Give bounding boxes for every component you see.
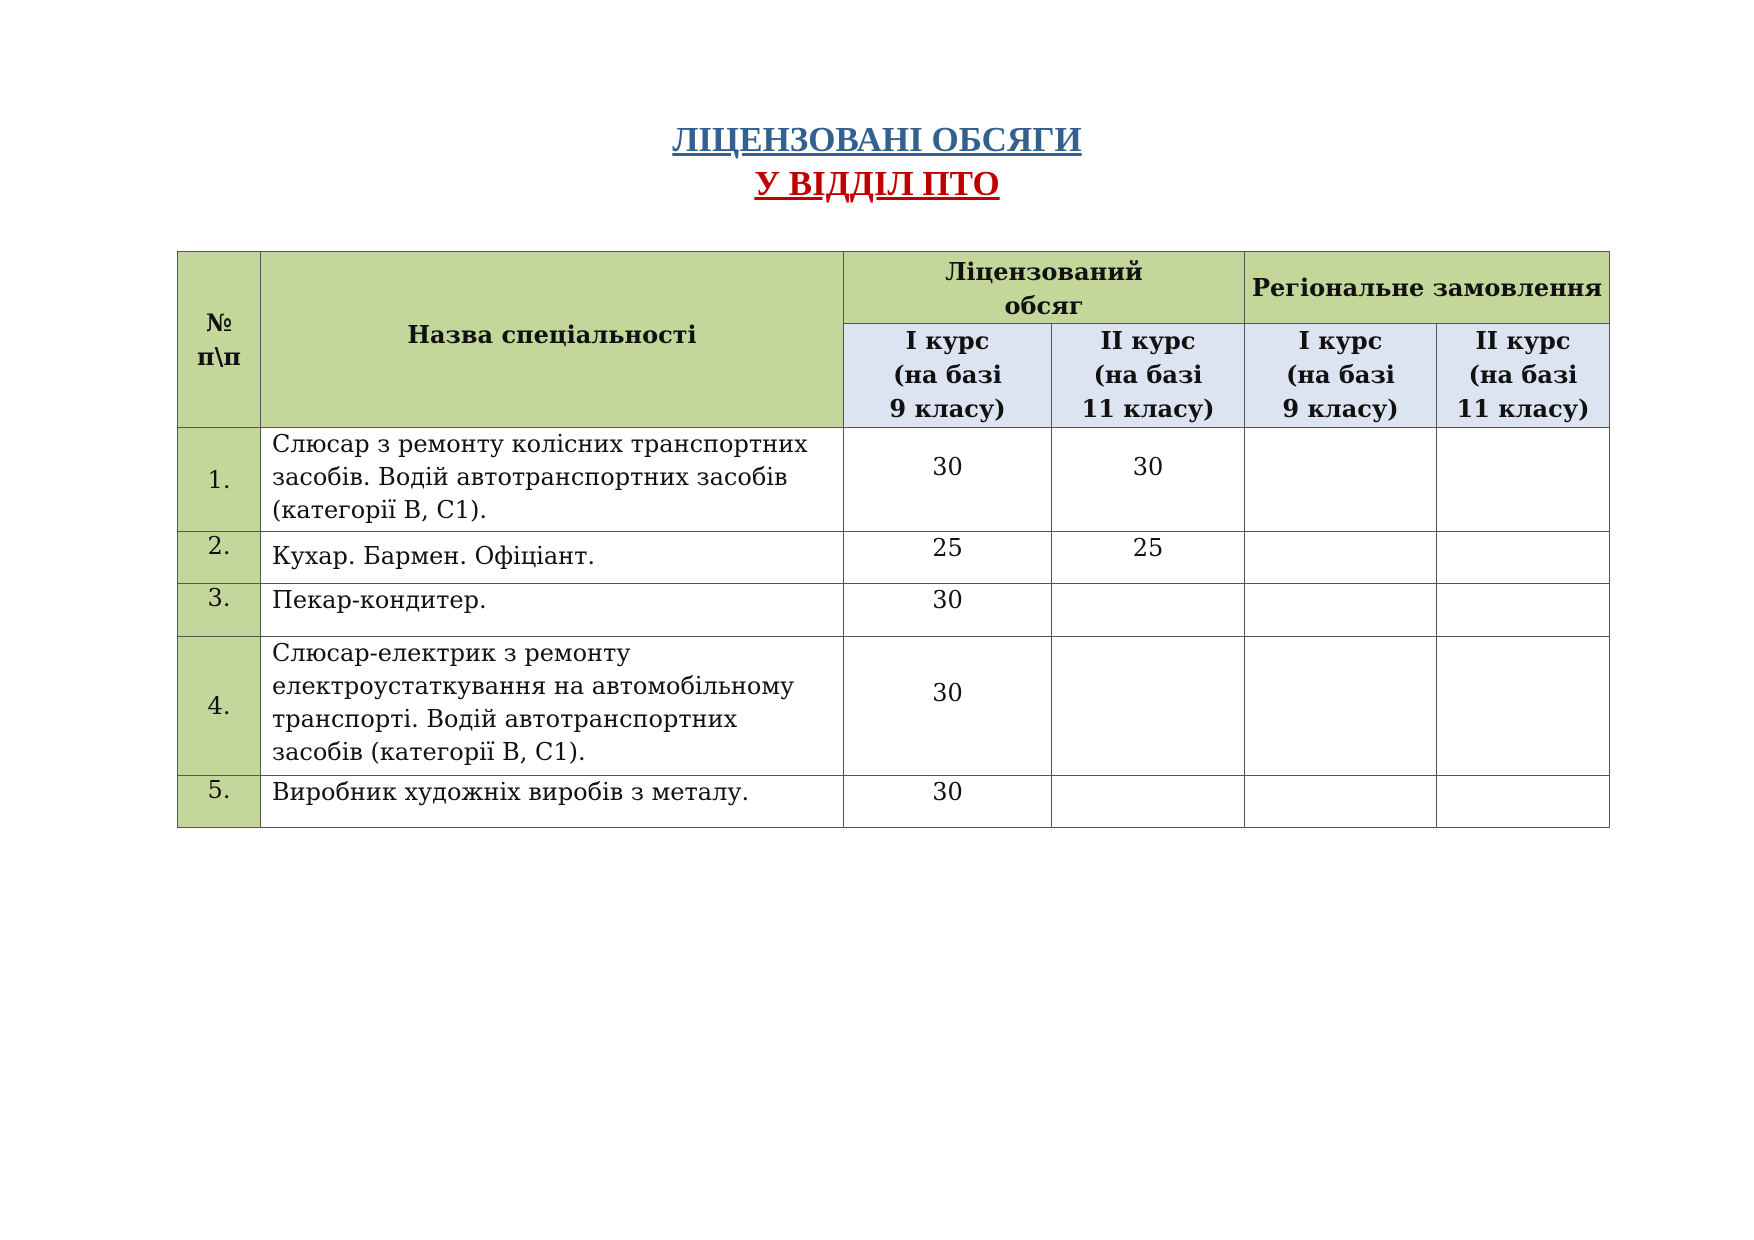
row-number: 1. — [178, 428, 261, 532]
licensed-course-1-value: 30 — [844, 584, 1052, 637]
regional-course-2-value — [1437, 637, 1610, 776]
licensed-course-1-value: 25 — [844, 532, 1052, 584]
header-number — [178, 252, 261, 428]
regional-course-2-value — [1437, 532, 1610, 584]
course-grade: 11 класу) — [1456, 394, 1590, 423]
specialty-name — [261, 776, 844, 828]
header-number-line-1: № — [205, 307, 233, 337]
specialty-line: Слюсар з ремонту колісних транспортних — [272, 430, 808, 458]
course-basis: (на базі — [1286, 360, 1395, 389]
page-title — [0, 118, 1754, 206]
table-row — [178, 428, 1610, 532]
title-line-2: У ВІДДІЛ ПТО — [754, 164, 1000, 203]
regional-course-1-value — [1245, 584, 1437, 637]
regional-course-2-value — [1437, 428, 1610, 532]
specialty-line: Виробник художніх виробів з металу. — [272, 778, 750, 806]
specialty-name — [261, 584, 844, 637]
table-row — [178, 637, 1610, 776]
table-row — [178, 532, 1610, 584]
regional-course-2-value — [1437, 584, 1610, 637]
row-number: 5. — [178, 776, 261, 828]
specialty-line: електроустаткування на автомобільному — [272, 672, 795, 700]
specialty-line: транспорті. Водій автотранспортних — [272, 705, 738, 733]
header-licensed-volume — [844, 252, 1245, 324]
regional-course-2-value — [1437, 776, 1610, 828]
licensed-volumes-table — [177, 251, 1610, 828]
header-regional-order: Регіональне замовлення — [1245, 252, 1610, 324]
course-basis: (на базі — [893, 360, 1002, 389]
course-basis: (на базі — [1468, 360, 1578, 389]
licensed-course-2-value: 25 — [1052, 532, 1245, 584]
licensed-course-2-value — [1052, 584, 1245, 637]
row-number: 2. — [178, 532, 261, 584]
course-label: І курс — [905, 326, 990, 355]
course-grade: 9 класу) — [889, 394, 1006, 423]
header-licensed-line-2: обсяг — [1004, 291, 1084, 320]
licensed-course-1-value: 30 — [844, 776, 1052, 828]
table-row — [178, 584, 1610, 637]
licensed-course-1-value: 30 — [844, 637, 1052, 776]
row-number: 4. — [178, 637, 261, 776]
table-row — [178, 776, 1610, 828]
course-grade: 9 класу) — [1282, 394, 1399, 423]
licensed-course-2-value: 30 — [1052, 428, 1245, 532]
course-label: І курс — [1298, 326, 1383, 355]
regional-course-1-value — [1245, 532, 1437, 584]
header-licensed-course-2 — [1052, 324, 1245, 428]
regional-course-1-value — [1245, 637, 1437, 776]
course-grade: 11 класу) — [1081, 394, 1215, 423]
title-line-1: ЛІЦЕНЗОВАНІ ОБСЯГИ — [672, 120, 1082, 159]
specialty-line: Пекар-кондитер. — [272, 586, 487, 614]
licensed-course-2-value — [1052, 637, 1245, 776]
course-basis: (на базі — [1093, 360, 1203, 389]
row-number: 3. — [178, 584, 261, 637]
header-row-1 — [178, 252, 1610, 324]
regional-course-1-value — [1245, 428, 1437, 532]
specialty-line: засобів (категорії В, С1). — [272, 738, 586, 766]
header-specialty: Назва спеціальності — [261, 252, 844, 428]
specialty-name — [261, 428, 844, 532]
specialty-line: Кухар. Бармен. Офіціант. — [272, 542, 596, 570]
specialty-line: (категорії В, С1). — [272, 496, 488, 524]
specialty-name — [261, 637, 844, 776]
regional-course-1-value — [1245, 776, 1437, 828]
specialty-name — [261, 532, 844, 584]
licensed-course-2-value — [1052, 776, 1245, 828]
licensed-course-1-value: 30 — [844, 428, 1052, 532]
specialty-line: засобів. Водій автотранспортних засобів — [272, 463, 788, 491]
course-label: ІІ курс — [1100, 326, 1196, 355]
header-number-line-2: п\п — [197, 341, 241, 371]
course-label: ІІ курс — [1475, 326, 1571, 355]
header-licensed-line-1: Ліцензований — [945, 257, 1143, 286]
header-regional-course-1 — [1245, 324, 1437, 428]
header-licensed-course-1 — [844, 324, 1052, 428]
specialty-line: Слюсар-електрик з ремонту — [272, 639, 631, 667]
header-regional-course-2 — [1437, 324, 1610, 428]
